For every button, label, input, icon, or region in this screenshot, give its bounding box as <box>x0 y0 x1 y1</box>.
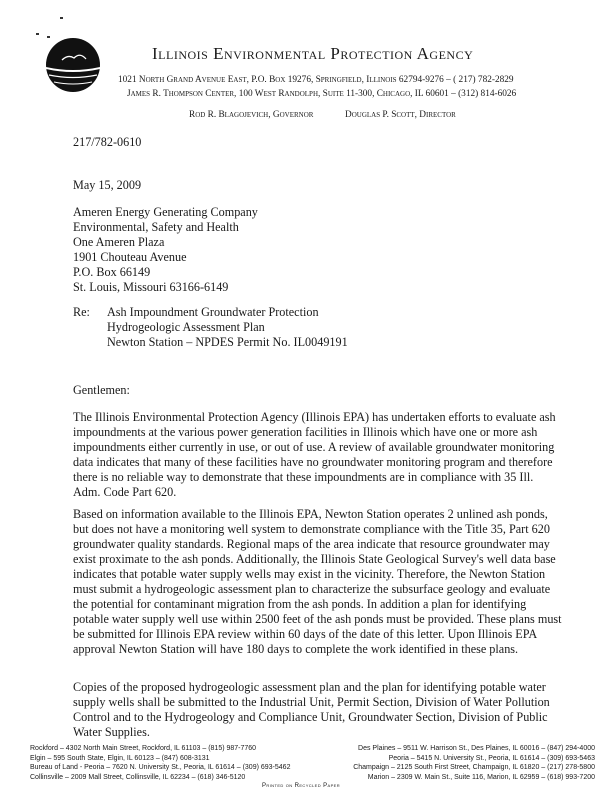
recipient-line: Environmental, Safety and Health <box>73 220 239 234</box>
chicago-address: James R. Thompson Center, 100 West Randolph, Suite 11-300, Chicago, IL 60601 – (312) 814-6026 <box>127 89 517 99</box>
footer-row <box>30 744 595 754</box>
subject-line: Hydrogeologic Assessment Plan <box>107 320 265 334</box>
paragraph-1: The Illinois Environmental Protection Agency (Illinois EPA) has undertaken efforts to evaluate ash impoundments at the various power generation facilities in Illinois which have one or more ash impoundments either currently in use, or out of use. A review of available groundwater monitoring data indicates that many of these facilities have no groundwater monitoring program and therefore there is no reliable way to demonstrate that these impoundments are in compliance with 35 Ill. Adm. Code Part 620. <box>73 410 556 499</box>
subject-lines <box>107 305 348 350</box>
footer-row <box>30 763 595 773</box>
office-address: Rockford – 4302 North Main Street, Rockford, IL 61103 – (815) 987-7760 <box>30 745 257 752</box>
regional-offices-footer <box>30 744 595 782</box>
recipient-address <box>73 205 258 295</box>
agency-seal-logo <box>44 36 102 94</box>
springfield-address: 1021 North Grand Avenue East, P.O. Box 19276, Springfield, Illinois 62794-9276 – ( 217) 782-2829 <box>118 75 514 85</box>
recipient-line: P.O. Box 66149 <box>73 265 151 279</box>
subject-line: Ash Impoundment Groundwater Protection <box>107 305 319 319</box>
salutation: Gentlemen: <box>73 383 130 397</box>
recipient-line: Ameren Energy Generating Company <box>73 205 258 219</box>
scan-speck <box>36 33 39 35</box>
footer-row <box>30 754 595 764</box>
office-address: Bureau of Land - Peoria – 7620 N. University St., Peoria, IL 61614 – (309) 693-5462 <box>30 764 291 772</box>
letter-date: May 15, 2009 <box>73 178 142 192</box>
paragraph-3: Copies of the proposed hydrogeologic assessment plan and the plan for identifying potable water supply wells shall be submitted to the Industrial Unit, Permit Section, Division of Water Pollution Control and to the Hydrogeology and Compliance Unit, Groundwater Section, Division of Public Water Supplies. <box>73 680 550 739</box>
office-address: Marion – 2309 W. Main St., Suite 116, Marion, IL 62959 – (618) 993-7200 <box>367 773 595 781</box>
subject-line: Newton Station – NPDES Permit No. IL0049191 <box>107 335 348 349</box>
recycled-paper-note: Printed on Recycled Paper <box>261 783 340 789</box>
recipient-line: 1901 Chouteau Avenue <box>73 250 187 264</box>
recipient-line: One Ameren Plaza <box>73 235 165 249</box>
director-name: Douglas P. Scott, Director <box>345 110 456 120</box>
governor-name: Rod R. Blagojevich, Governor <box>189 110 314 120</box>
office-address: Peoria – 5415 N. University St., Peoria, IL 61614 – (309) 693-5463 <box>388 754 595 762</box>
office-address: Collinsville – 2009 Mall Street, Collinsville, IL 62234 – (618) 346-5120 <box>30 773 246 781</box>
agency-name: Illinois Environmental Protection Agency <box>152 44 474 63</box>
scan-speck <box>60 17 63 19</box>
paragraph-2: Based on information available to the Illinois EPA, Newton Station operates 2 unlined ash ponds, but does not have a monitoring well system to demonstrate compliance with the Title 35, Part 620 groundwater quality standards. Regional maps of the area indicate that resource groundwater may exist proximate to the ash ponds. Additionally, the Illinois State Geological Survey's well data base indicates that potable water supply wells may exist in the vicinity. Therefore, the Newton Station must submit a hydrogeologic assessment plan to characterize the subsurface geology and evaluate the potential for contaminant migration from the ash ponds. In addition a plan for identifying potable water supply well use within 2500 feet of the ash ponds must be provided. These plans must be submitted for Illinois EPA review within 60 days of the date of this letter. Upon Illinois EPA approval Newton Station will have 180 days to complete the work identified in these plans. <box>73 507 562 656</box>
office-address: Des Plaines – 9511 W. Harrison St., Des Plaines, IL 60016 – (847) 294-4000 <box>358 745 595 752</box>
office-address: Elgin – 595 South State, Elgin, IL 60123 – (847) 608-3131 <box>30 754 210 762</box>
office-address: Champaign – 2125 South First Street, Champaign, IL 61820 – (217) 278-5800 <box>353 764 595 772</box>
re-label: Re: <box>73 305 90 319</box>
footer-row <box>30 773 595 783</box>
phone-number: 217/782-0610 <box>73 135 142 149</box>
recipient-line: St. Louis, Missouri 63166-6149 <box>73 280 229 294</box>
